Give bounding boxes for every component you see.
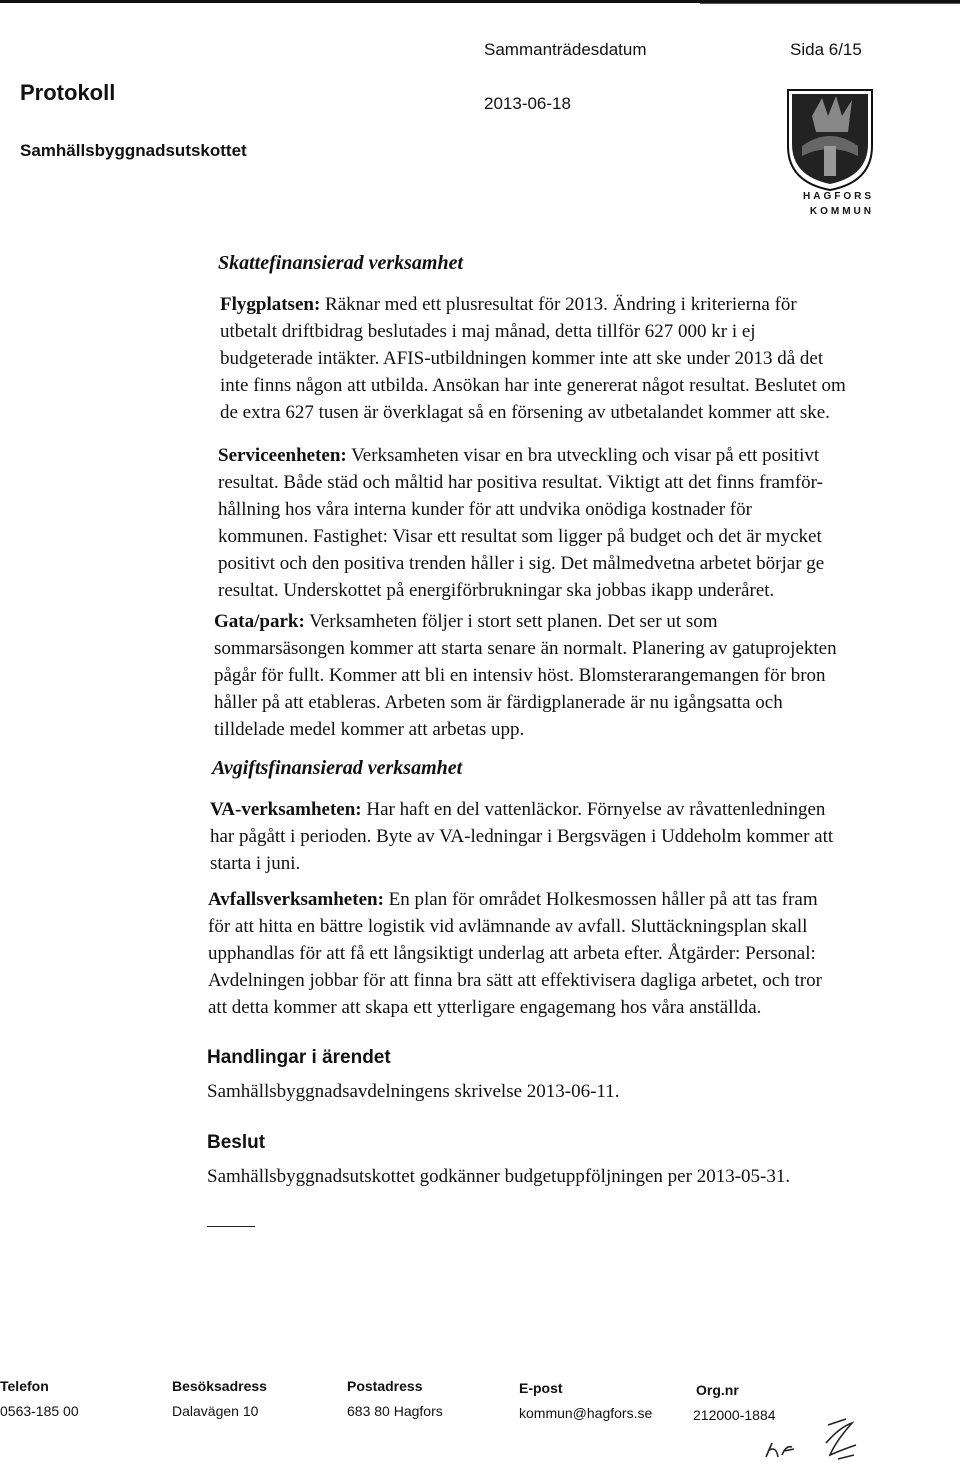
logo-text-kommun: KOMMUN: [809, 206, 874, 217]
paragraph-serviceenheten: Serviceenheten: Verksamheten visar en bra utveckling och visar på ett positivt resultat. Både städ och måltid har positiva resultat. Viktigt att det finns framför- hållning hos våra interna kunder för att undvika onödiga kostnader för kommunen. Fastighet: Visar ett resultat som ligger på budget och det är mycket positivt och den positiva trenden håller i sig. Det målmedvetna arbetet börjar ge resultat. Underskottet på energiförbrukningar ska jobbas ikapp underåret.: [218, 445, 825, 601]
footer-postal-address: 683 80 Hagfors: [347, 1403, 443, 1419]
paragraph-va-verksamheten: VA-verksamheten: Har haft en del vattenläckor. Förnyelse av råvattenledningen har pågått i perioden. Byte av VA-ledningar i Bergsvägen i Uddeholm kommer att starta i juni.: [210, 799, 834, 874]
footer-visit-address: Dalavägen 10: [172, 1403, 259, 1419]
label-va-verksamheten: VA-verksamheten:: [210, 799, 362, 820]
committee-name: Samhällsbyggnadsutskottet: [20, 141, 247, 160]
label-flygplatsen: Flygplatsen:: [220, 294, 321, 315]
paragraph-gata-park: Gata/park: Verksamheten följer i stort sett planen. Det ser ut som sommarsäsongen kommer att starta senare än normalt. Planering av gatuprojekten pågår för fullt. Kommer att bli en intensiv höst. Blomsterarangemangen för bron håller på att etableras. Arbeten som är färdigplanerade är nu igångsatta och tilldelade medel kommer att arbetas upp.: [214, 611, 837, 740]
heading-beslut: Beslut: [207, 1132, 266, 1153]
page-number: Sida 6/15: [790, 40, 862, 59]
label-gata-park: Gata/park:: [214, 611, 305, 632]
document-type: Protokoll: [20, 80, 116, 105]
footer-postal-label: Postadress: [347, 1378, 423, 1394]
handwritten-initials-signature: [758, 1415, 868, 1465]
end-rule: [207, 1226, 255, 1227]
logo-text-hagfors: HAGFORS: [803, 191, 874, 202]
footer-visit-label: Besöksadress: [172, 1378, 267, 1394]
paragraph-flygplatsen: Flygplatsen: Räknar med ett plusresultat för 2013. Ändring i kriterierna för utbetalt driftbidrag beslutades i maj månad, detta tillför 627 000 kr i ej budgeterade intäkter. AFIS-utbildningen kommer inte att ske under 2013 då det inte finns någon att utbilda. Ansökan har inte genererat något resultat. Beslutet om de extra 627 tusen är överklagat så en försening av utbetalandet kommer att ske.: [220, 294, 846, 423]
top-border-line-secondary: [700, 3, 960, 4]
footer-phone-label: Telefon: [0, 1378, 49, 1394]
meeting-date: 2013-06-18: [484, 94, 571, 113]
footer-email-label: E-post: [519, 1380, 563, 1396]
footer-org-number: 212000-1884: [693, 1407, 776, 1423]
footer-org-label: Org.nr: [696, 1382, 739, 1398]
handlingar-text: Samhällsbyggnadsavdelningens skrivelse 2013-06-11.: [207, 1081, 620, 1102]
label-serviceenheten: Serviceenheten:: [218, 445, 347, 466]
meeting-date-label: Sammanträdesdatum: [484, 40, 647, 59]
paragraph-avfallsverksamheten: Avfallsverksamheten: En plan för området Holkesmossen håller på att tas fram för att hitta en bättre logistik vid avlämnande av avfall. Sluttäckningsplan skall upphandlas för att få ett långsiktigt underlag att arbeta efter. Åtgärder: Personal: Avdelningen jobbar för att finna bra sätt att effektivisera dagliga arbetet, och tror att detta kommer att skapa ett ytterligare engagemang hos våra anställda.: [208, 889, 822, 1018]
footer-email[interactable]: kommun@hagfors.se: [519, 1405, 653, 1421]
section-heading-tax-funded: Skattefinansierad verksamhet: [218, 252, 464, 274]
heading-handlingar: Handlingar i ärendet: [207, 1047, 391, 1068]
label-avfallsverksamheten: Avfallsverksamheten:: [208, 889, 384, 910]
footer-phone: 0563-185 00: [0, 1403, 79, 1419]
section-heading-fee-funded: Avgiftsfinansierad verksamhet: [212, 757, 463, 779]
beslut-text: Samhällsbyggnadsutskottet godkänner budgetuppföljningen per 2013-05-31.: [207, 1166, 791, 1187]
